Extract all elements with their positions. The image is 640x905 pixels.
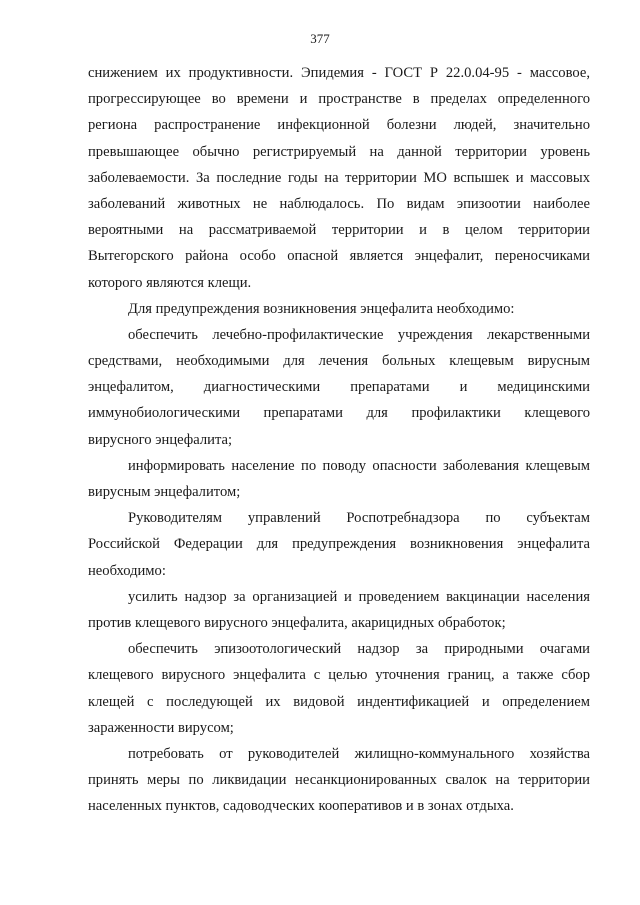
text-line: Российской Федерации для предупреждения возникновения энцефалита bbox=[88, 536, 590, 553]
text-line: заболеваний животных не наблюдалось. По видам эпизоотии наиболее bbox=[88, 195, 590, 212]
text-line: прогрессирующее во времени и пространстве в пределах определенного bbox=[88, 91, 590, 108]
text-line: вирусного энцефалита; bbox=[88, 431, 233, 448]
text-line: населенных пунктов, садоводческих кооперативов и в зонах отдыха. bbox=[88, 798, 514, 815]
text-line: средствами, необходимыми для лечения больных клещевым вирусным bbox=[88, 353, 590, 370]
text-line: энцефалитом, диагностическими препаратами и медицинскими bbox=[88, 379, 590, 396]
text-line: вероятными на рассматриваемой территории и в целом территории bbox=[88, 222, 590, 239]
text-line: Для предупреждения возникновения энцефалита необходимо: bbox=[128, 300, 515, 317]
text-line: потребовать от руководителей жилищно-коммунального хозяйства bbox=[128, 745, 590, 762]
text-line: против клещевого вирусного энцефалита, акарицидных обработок; bbox=[88, 614, 506, 631]
text-line: Вытегорского района особо опасной является энцефалит, переносчиками bbox=[88, 248, 590, 265]
text-line: обеспечить лечебно-профилактические учреждения лекарственными bbox=[128, 326, 590, 343]
page-number: 377 bbox=[310, 31, 330, 46]
text-line: Руководителям управлений Роспотребнадзора по субъектам bbox=[128, 510, 590, 527]
text-line: клещевого вирусного энцефалита с целью уточнения границ, а также сбор bbox=[88, 667, 590, 684]
text-line: необходимо: bbox=[88, 562, 166, 579]
text-line: заболеваемости. За последние годы на территории МО вспышек и массовых bbox=[88, 169, 590, 186]
body-text bbox=[88, 60, 590, 819]
text-line: обеспечить эпизоотологический надзор за природными очагами bbox=[128, 641, 590, 658]
text-line: клещей с последующей их видовой индентификацией и определением bbox=[88, 693, 590, 710]
text-line: региона распространение инфекционной болезни людей, значительно bbox=[88, 117, 590, 134]
text-line: превышающее обычно регистрируемый на данной территории уровень bbox=[88, 143, 590, 160]
text-line: информировать население по поводу опасности заболевания клещевым bbox=[128, 457, 590, 474]
text-line: принять меры по ликвидации несанкционированных свалок на территории bbox=[88, 772, 590, 789]
text-line: которого являются клещи. bbox=[88, 274, 252, 291]
text-line: вирусным энцефалитом; bbox=[88, 484, 241, 500]
text-line: иммунобиологическими препаратами для профилактики клещевого bbox=[88, 405, 590, 422]
text-line: снижением их продуктивности. Эпидемия - ГОСТ Р 22.0.04-95 - массовое, bbox=[88, 65, 590, 81]
text-line: зараженности вирусом; bbox=[88, 719, 234, 736]
text-line: усилить надзор за организацией и проведением вакцинации населения bbox=[128, 588, 590, 605]
